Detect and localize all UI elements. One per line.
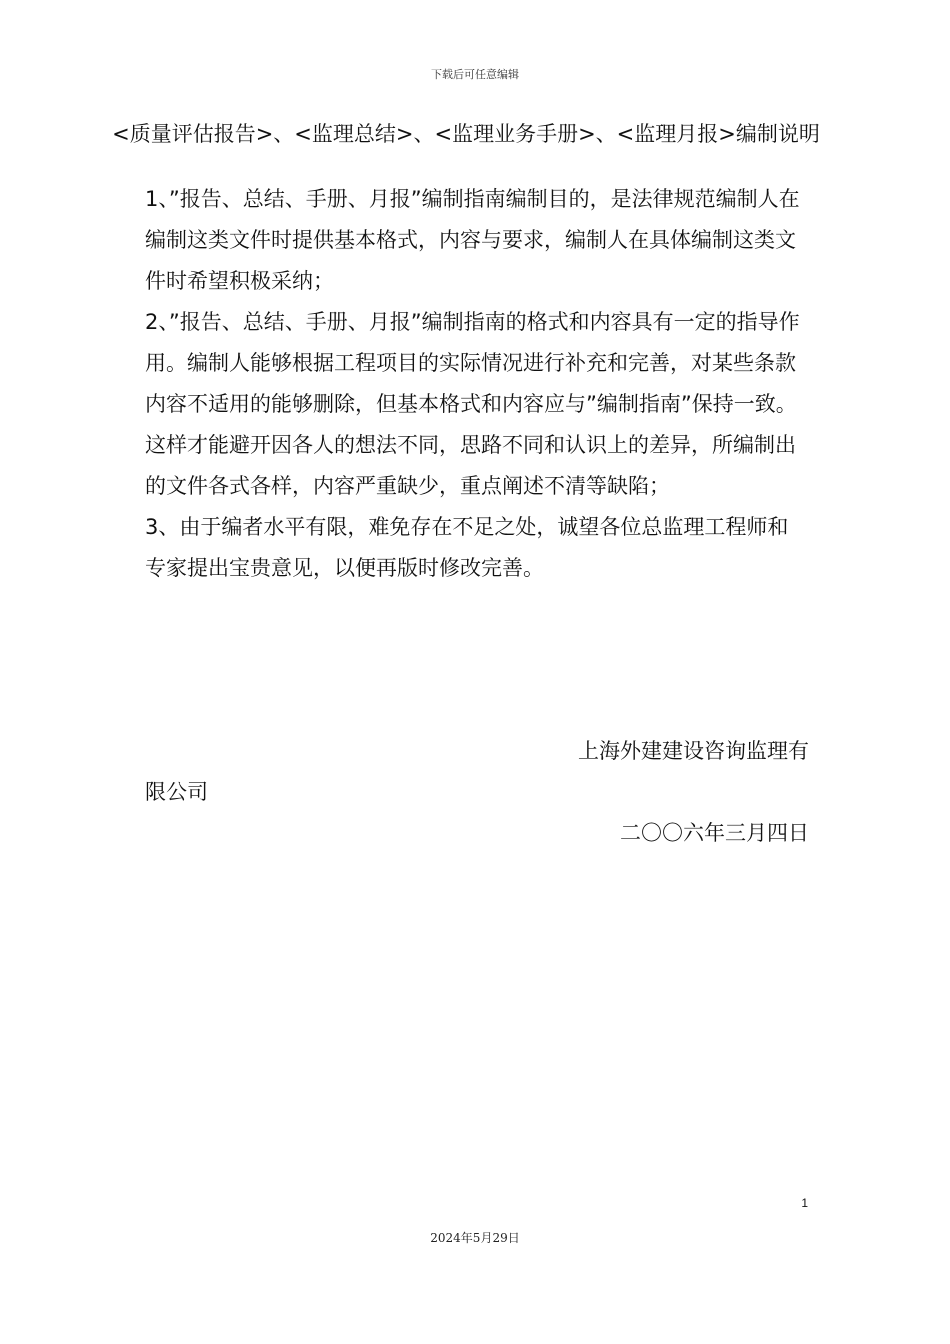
paragraph-1: 1、”报告、总结、手册、月报”编制指南编制目的，是法律规范编制人在编制这类文件时提供基本格式，内容与要求，编制人在具体编制这类文件时希望积极采纳；	[145, 187, 800, 293]
paragraph-2: 2、”报告、总结、手册、月报”编制指南的格式和内容具有一定的指导作用。编制人能够根据工程项目的实际情况进行补充和完善，对某些条款内容不适用的能够删除，但基本格式和内容应与”编制指南”保持一致。这样才能避开因各人的想法不同，思路不同和认识上的差异，所编制出的文件各式各样，内容严重缺少，重点阐述不清等缺陷；	[145, 310, 800, 498]
page-header: 下载后可任意编辑	[431, 68, 519, 81]
document-body	[145, 179, 809, 589]
page-footer-date: 2024年5月29日	[430, 1231, 520, 1245]
paragraph-3: 3、由于编者水平有限，难免存在不足之处，诚望各位总监理工程师和专家提出宝贵意见，以便再版时修改完善。	[145, 515, 789, 580]
signature-company-line2: 限公司	[145, 780, 208, 804]
page-number: 1	[801, 1196, 808, 1210]
signature-date: 二〇〇六年三月四日	[620, 821, 809, 845]
document-title: <质量评估报告>、<监理总结>、<监理业务手册>、<监理月报>编制说明	[112, 122, 820, 146]
signature-company	[145, 731, 809, 813]
signature-company-line1: 上海外建建设咨询监理有	[578, 739, 809, 763]
